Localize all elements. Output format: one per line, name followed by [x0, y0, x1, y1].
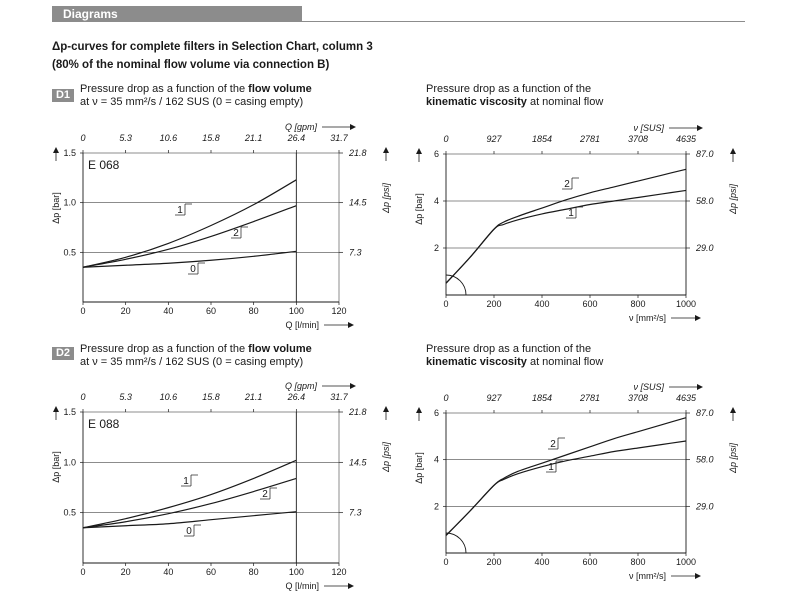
d1-visc-right-tick-label: 29.0 — [696, 243, 714, 253]
d1-visc-series-2-label: 2 — [564, 179, 570, 190]
d2-flow-top-tick-label: 15.8 — [202, 392, 220, 402]
d2-flow-x-tick-label: 60 — [205, 567, 217, 577]
d2-flow-top-tick-label: 10.6 — [159, 392, 178, 402]
d2-flow-x-tick-label: 0 — [80, 567, 86, 577]
d1-flow-top-tick-label: 10.6 — [159, 133, 178, 143]
visc-caption-d1-post: at nominal flow — [526, 96, 604, 108]
d2-flow-top-tick-label: 0 — [80, 392, 86, 402]
d1-visc-right-axis-arrow-head — [730, 148, 736, 154]
d1-visc-x-tick-label: 1000 — [675, 299, 697, 309]
d1-visc-right-tick-label: 58.0 — [696, 196, 714, 206]
flow-caption-d2-bold: flow volume — [248, 343, 312, 355]
d2-flow-model-label: E 088 — [88, 417, 120, 431]
d2-visc-top-tick-label: 4635 — [675, 393, 697, 403]
d1-visc-x-tick-label: 600 — [582, 299, 598, 309]
d2-visc-top-tick-label: 0 — [443, 393, 449, 403]
visc-caption-d1-bold: kinematic viscosity — [426, 96, 527, 108]
d1-flow-series-2-label: 2 — [233, 228, 239, 239]
d1-flow-right-tick-label: 21.8 — [349, 148, 367, 158]
d1-flow-top-axis-arrow-head — [350, 124, 356, 130]
d1-flow-series-1-label: 1 — [177, 205, 183, 216]
d1-flow-series-2-line — [83, 206, 296, 268]
d2-flow-right-tick-label: 7.3 — [349, 507, 362, 518]
d1-flow-y-tick-label: 0.5 — [63, 247, 76, 258]
d1-flow-right-tick-label: 7.3 — [349, 247, 362, 258]
d2-visc-x-axis-arrow-head — [695, 573, 701, 579]
d2-visc-x-axis-label: ν [mm²/s] — [629, 571, 666, 581]
d2-flow-y-tick-label: 1.0 — [63, 457, 76, 468]
flow-caption-d2-pre: Pressure drop as a function of the — [80, 343, 249, 355]
d2-flow-right-tick-label: 21.8 — [349, 407, 367, 417]
d1-visc-top-axis-label: ν [SUS] — [633, 123, 664, 133]
d1-visc-y-tick-label: 4 — [433, 196, 439, 206]
d1-flow-series-0-label: 0 — [190, 264, 196, 275]
d1-visc-x-tick-label: 800 — [630, 299, 646, 309]
d2-flow-top-tick-label: 21.1 — [244, 392, 263, 402]
d1-flow-y-axis-label: Δp [bar] — [51, 192, 61, 224]
visc-caption-d2-bold: kinematic viscosity — [426, 356, 527, 368]
visc-caption-d2-line1: Pressure drop as a function of the — [426, 343, 592, 355]
d2-visc-chart — [414, 382, 738, 581]
d2-visc-x-tick-label: 400 — [534, 557, 550, 567]
d2-flow-x-axis-label: Q [l/min] — [285, 581, 319, 591]
d1-visc-x-tick-label: 0 — [443, 299, 449, 309]
d2-visc-zero-arc — [446, 533, 466, 553]
d2-visc-top-tick-label: 927 — [486, 393, 502, 403]
d1-flow-top-tick-label: 0 — [80, 133, 86, 143]
d1-flow-x-tick-label: 80 — [248, 306, 259, 316]
d1-visc-x-axis-label: ν [mm²/s] — [629, 313, 666, 323]
d2-visc-top-tick-label: 3708 — [627, 393, 649, 403]
d1-visc-top-tick-label: 4635 — [675, 134, 697, 144]
flow-caption-d1-pre: Pressure drop as a function of the — [80, 83, 249, 95]
d2-flow-right-tick-label: 14.5 — [349, 457, 367, 468]
d1-flow-x-tick-label: 0 — [80, 306, 86, 316]
d2-visc-series-2-label: 2 — [550, 439, 556, 450]
d2-flow-top-tick-label: 5.3 — [119, 392, 132, 402]
d2-flow-top-tick-label: 26.4 — [287, 392, 306, 402]
d2-visc-top-tick-label: 1854 — [531, 393, 553, 403]
d1-flow-top-tick-label: 31.7 — [330, 133, 348, 143]
d1-visc-top-tick-label: 1854 — [531, 134, 553, 144]
diagram-label-d1: D1 — [52, 89, 74, 102]
d1-visc-top-tick-label: 2781 — [579, 134, 601, 144]
d2-visc-y-tick-label: 4 — [433, 454, 439, 465]
d2-flow-x-tick-label: 20 — [120, 567, 131, 577]
d2-flow-chart — [51, 381, 391, 591]
d2-flow-right-axis-label: Δp [psi] — [381, 441, 391, 473]
d1-visc-chart — [414, 123, 738, 323]
d1-flow-series-1-line — [83, 180, 296, 267]
d1-visc-top-tick-label: 3708 — [627, 134, 649, 144]
d2-flow-x-tick-label: 40 — [163, 567, 174, 577]
d2-visc-top-tick-label: 2781 — [579, 393, 601, 403]
d2-flow-top-axis-arrow-head — [350, 383, 356, 389]
d1-flow-top-tick-label: 5.3 — [119, 133, 132, 143]
d1-flow-y-tick-label: 1.0 — [63, 197, 76, 208]
d1-flow-x-tick-label: 60 — [205, 306, 217, 316]
d1-flow-model-label: E 068 — [88, 158, 120, 172]
d1-flow-x-tick-label: 40 — [163, 306, 174, 316]
d1-visc-top-axis-arrow-head — [697, 125, 703, 131]
d2-visc-y-tick-label: 2 — [433, 501, 439, 512]
d1-flow-top-tick-label: 15.8 — [202, 133, 220, 143]
d1-visc-y-tick-label: 6 — [433, 149, 439, 159]
d1-visc-x-tick-label: 200 — [486, 299, 502, 309]
d2-visc-series-1-label: 1 — [548, 462, 554, 473]
d2-visc-y-tick-label: 6 — [433, 408, 439, 418]
d2-visc-x-tick-label: 800 — [630, 557, 646, 567]
d2-visc-top-axis-arrow-head — [697, 384, 703, 390]
d1-flow-right-tick-label: 14.5 — [349, 197, 367, 208]
d2-flow-series-0-label: 0 — [186, 526, 192, 537]
d2-visc-right-axis-label: Δp [psi] — [728, 442, 738, 474]
d1-flow-x-tick-label: 120 — [331, 306, 347, 316]
d1-flow-right-axis-arrow-head — [383, 147, 389, 153]
flow-caption-d1-bold: flow volume — [248, 83, 312, 95]
d2-visc-x-tick-label: 0 — [443, 557, 449, 567]
diagram-label-d2: D2 — [52, 347, 74, 360]
d2-flow-y-axis-label: Δp [bar] — [51, 451, 61, 483]
d1-visc-series-1-line — [446, 190, 686, 283]
d2-flow-right-axis-arrow-head — [383, 406, 389, 412]
d1-visc-y-axis-arrow-head — [416, 148, 422, 154]
d1-visc-top-tick-label: 927 — [486, 134, 502, 144]
heading-line-1: Δp-curves for complete filters in Selection Chart, column 3 — [52, 41, 373, 53]
d1-flow-x-tick-label: 20 — [120, 306, 131, 316]
d2-visc-y-axis-label: Δp [bar] — [414, 452, 424, 484]
d1-flow-x-axis-arrow-head — [348, 322, 354, 328]
d2-flow-x-axis-arrow-head — [348, 583, 354, 589]
d1-flow-right-axis-label: Δp [psi] — [381, 182, 391, 214]
d1-visc-x-axis-arrow-head — [695, 315, 701, 321]
d1-flow-top-tick-label: 21.1 — [244, 133, 263, 143]
visc-caption-d1-line1: Pressure drop as a function of the — [426, 83, 592, 95]
section-title: Diagrams — [63, 7, 118, 21]
d2-visc-x-tick-label: 200 — [486, 557, 502, 567]
d1-flow-y-tick-label: 1.5 — [63, 148, 76, 158]
d2-visc-right-tick-label: 29.0 — [696, 501, 714, 512]
d2-visc-top-axis-label: ν [SUS] — [633, 382, 664, 392]
d1-flow-y-axis-arrow-head — [53, 147, 59, 153]
d2-flow-series-2-label: 2 — [262, 489, 268, 500]
heading-line-2: (80% of the nominal flow volume via connection B) — [52, 59, 330, 71]
d2-visc-right-tick-label: 87.0 — [696, 408, 714, 418]
d1-visc-x-tick-label: 400 — [534, 299, 550, 309]
d2-flow-x-tick-label: 120 — [331, 567, 347, 577]
d2-visc-x-tick-label: 600 — [582, 557, 598, 567]
d2-visc-y-axis-arrow-head — [416, 407, 422, 413]
d2-flow-y-tick-label: 0.5 — [63, 507, 76, 518]
d1-visc-series-1-label: 1 — [568, 208, 574, 219]
flow-caption-d1-line2: at ν = 35 mm²/s / 162 SUS (0 = casing empty) — [80, 96, 304, 108]
d2-flow-top-axis-label: Q [gpm] — [284, 381, 317, 391]
d2-flow-y-axis-arrow-head — [53, 406, 59, 412]
d2-visc-right-axis-arrow-head — [730, 407, 736, 413]
d2-flow-x-tick-label: 100 — [288, 567, 304, 577]
d2-visc-right-tick-label: 58.0 — [696, 454, 714, 465]
d1-visc-zero-arc — [446, 275, 466, 295]
d1-visc-top-tick-label: 0 — [443, 134, 449, 144]
d2-flow-series-1-label: 1 — [183, 476, 189, 487]
d1-visc-right-axis-label: Δp [psi] — [728, 183, 738, 215]
d2-visc-series-2-line — [446, 418, 686, 536]
d2-flow-top-tick-label: 31.7 — [330, 392, 348, 402]
d1-flow-x-tick-label: 100 — [288, 306, 304, 316]
d2-flow-x-tick-label: 80 — [248, 567, 259, 577]
visc-caption-d2-post: at nominal flow — [526, 356, 604, 368]
d1-flow-top-axis-label: Q [gpm] — [284, 122, 317, 132]
d1-visc-y-axis-label: Δp [bar] — [414, 193, 424, 225]
d1-flow-top-tick-label: 26.4 — [287, 133, 306, 143]
d1-visc-y-tick-label: 2 — [433, 243, 439, 253]
flow-caption-d2-line2: at ν = 35 mm²/s / 162 SUS (0 = casing empty) — [80, 356, 304, 368]
d1-flow-x-axis-label: Q [l/min] — [285, 320, 319, 330]
d2-flow-y-tick-label: 1.5 — [63, 407, 76, 417]
d1-visc-right-tick-label: 87.0 — [696, 149, 714, 159]
d1-flow-chart — [51, 122, 391, 330]
d2-visc-x-tick-label: 1000 — [675, 557, 697, 567]
